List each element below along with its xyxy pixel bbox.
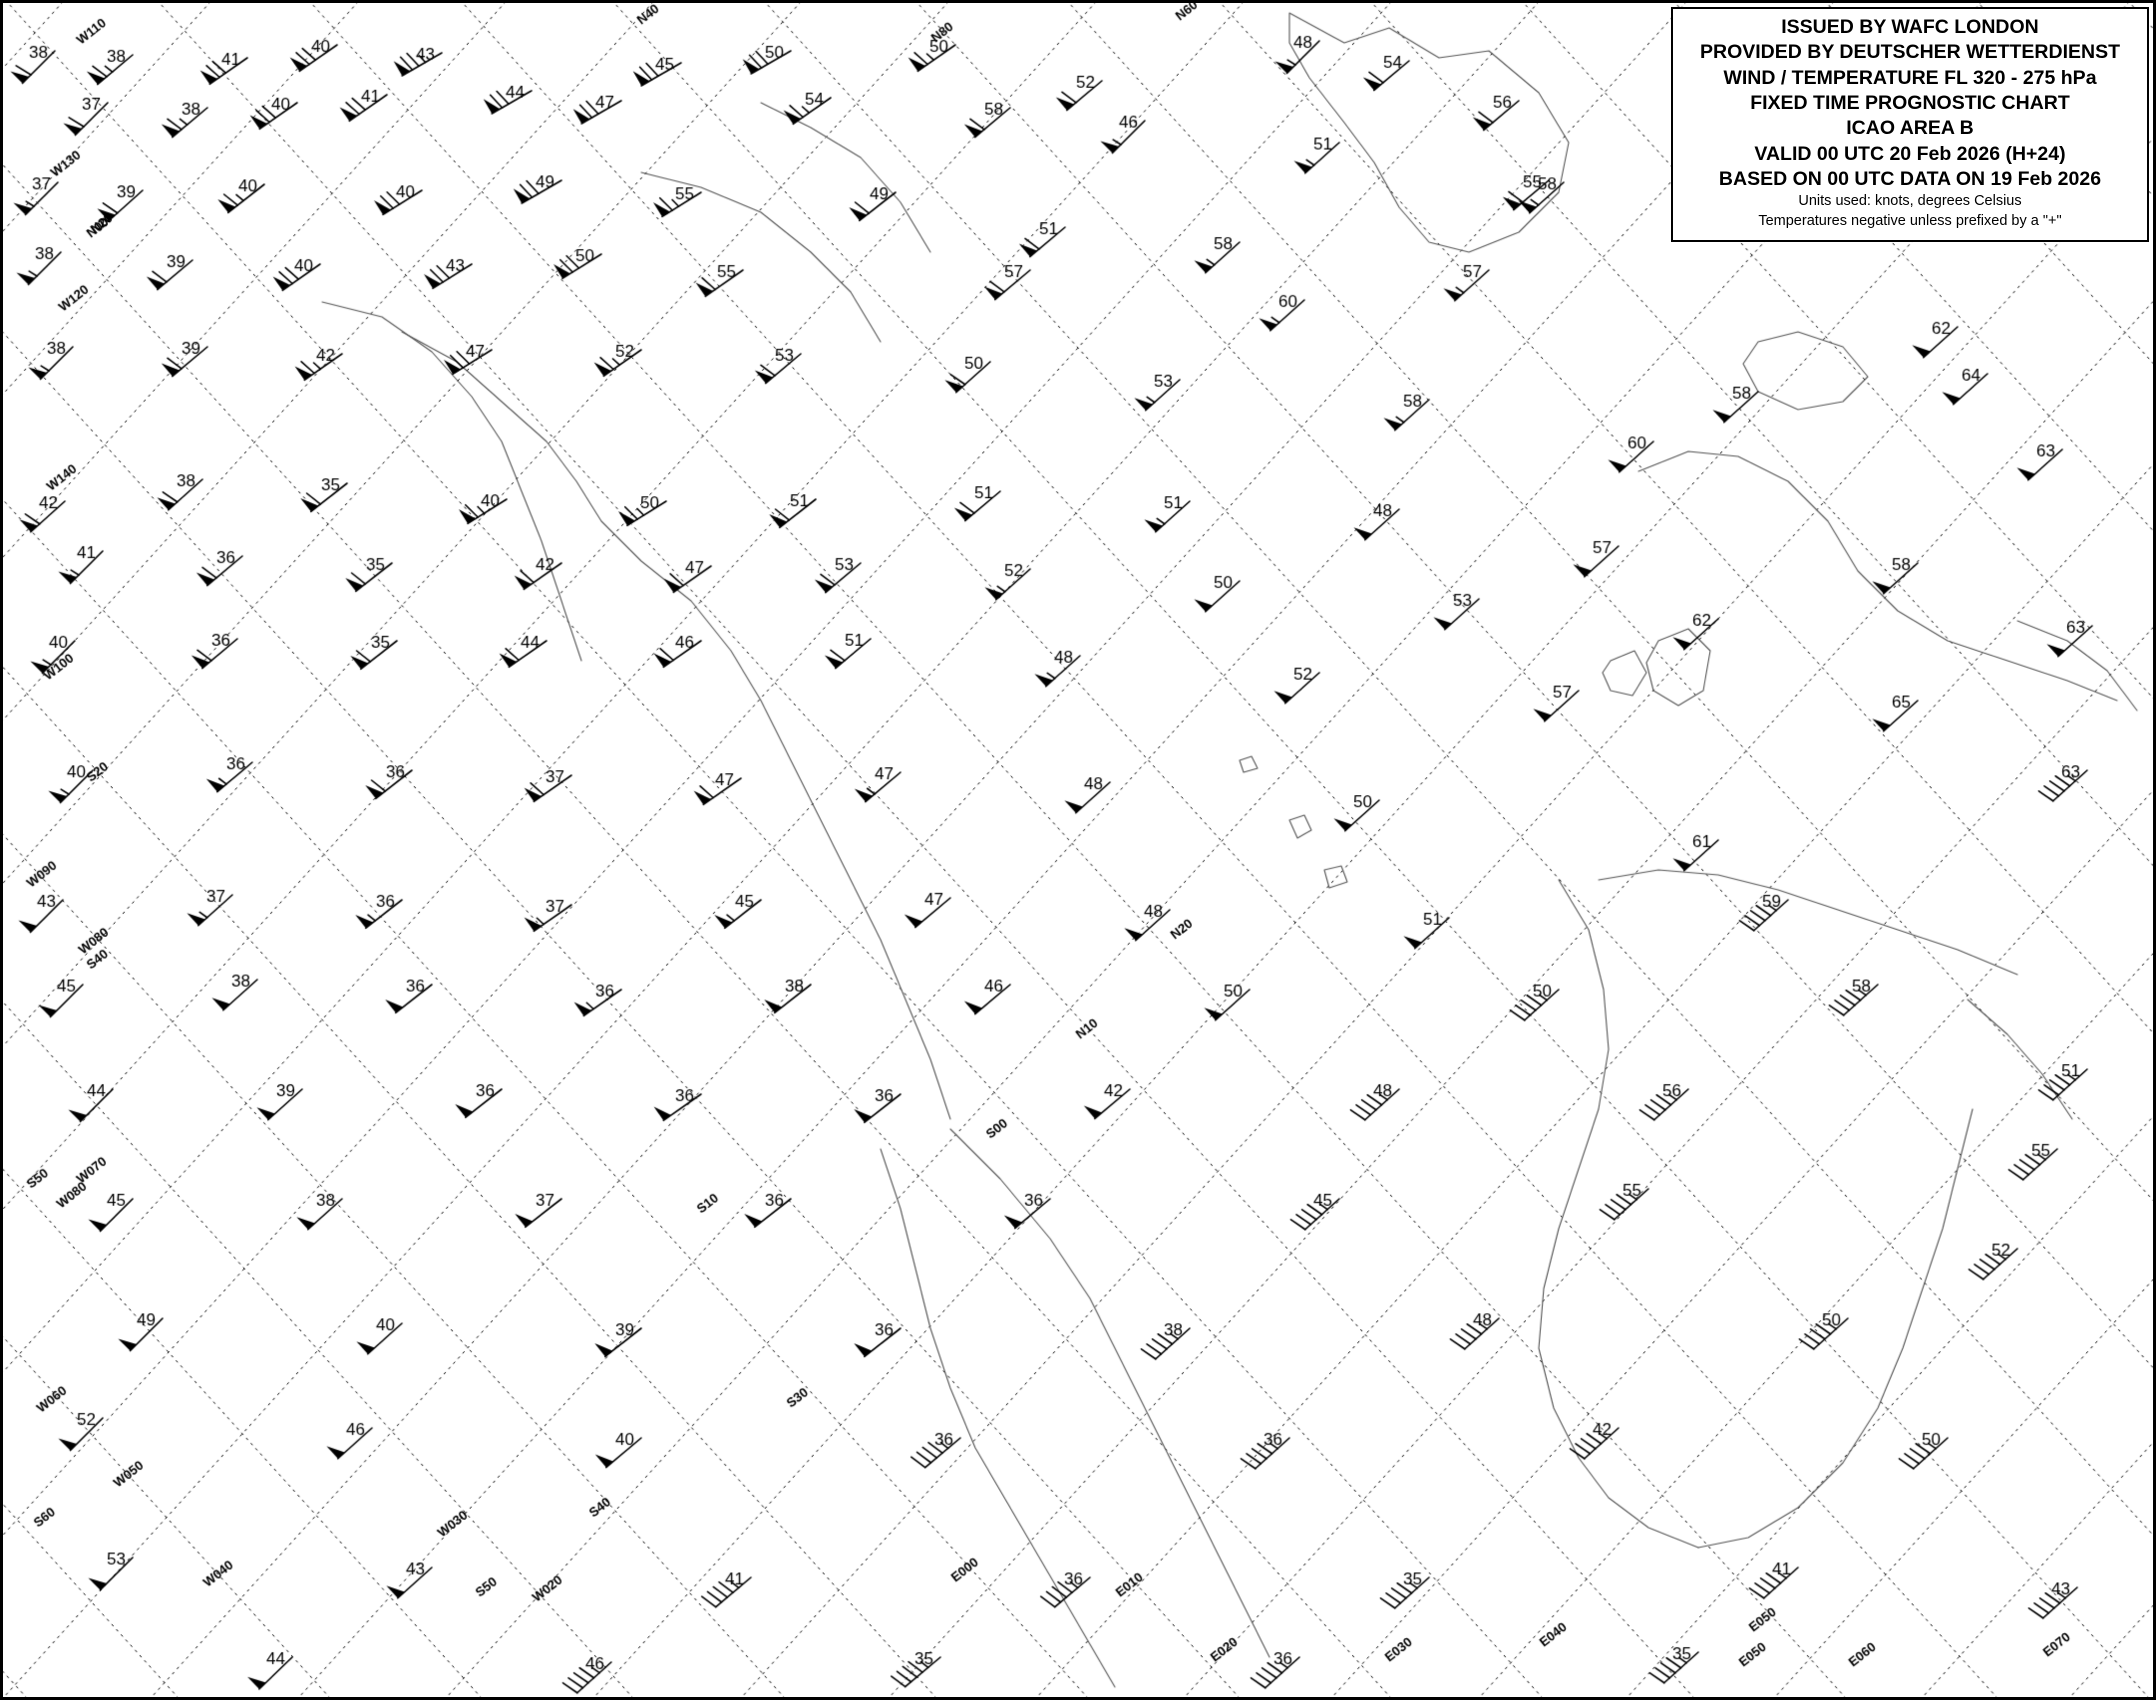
legend-line-issued-by: ISSUED BY WAFC LONDON [1781,16,2039,38]
legend-note-temperature: Temperatures negative unless prefixed by a "+" [1758,212,2062,229]
legend-line-chart-type: FIXED TIME PROGNOSTIC CHART [1750,92,2070,115]
legend-line-icao-area: ICAO AREA B [1846,117,1974,140]
chart-legend-box [1671,7,2149,242]
legend-line-provided-by: PROVIDED BY DEUTSCHER WETTERDIENST [1699,41,2120,64]
map-plot-canvas [3,3,2153,1697]
legend-line-valid-time: VALID 00 UTC 20 Feb 2026 (H+24) [1754,142,2066,165]
legend-line-based-on: BASED ON 00 UTC DATA ON 19 Feb 2026 [1718,168,2102,191]
legend-note-units: Units used: knots, degrees Celsius [1798,193,2022,210]
legend-line-product: WIND / TEMPERATURE FL 320 - 275 hPa [1723,66,2097,89]
